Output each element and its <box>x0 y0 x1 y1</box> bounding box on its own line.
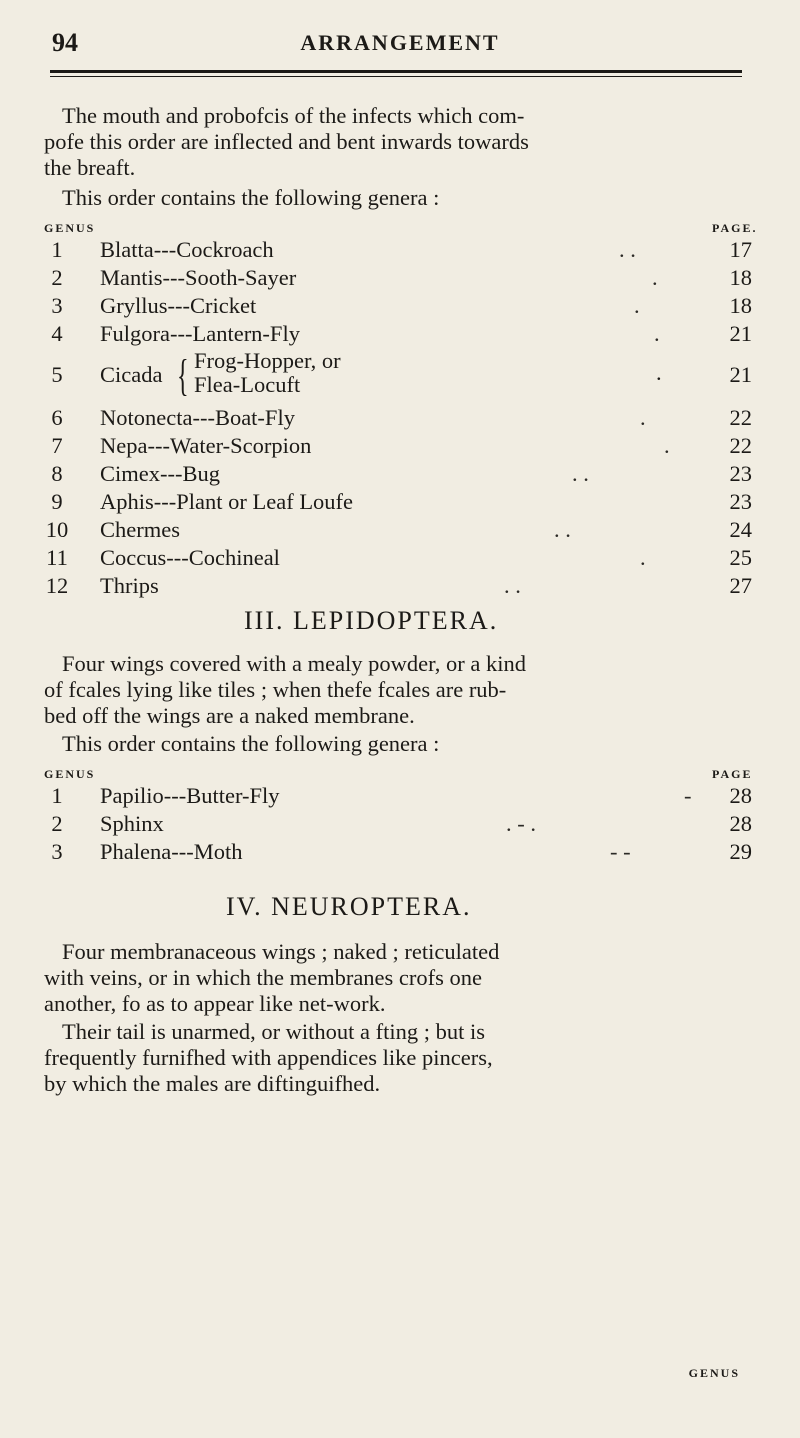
genus-name: Papilio---Butter-Fly <box>100 783 280 808</box>
neuroptera-tail-line-3: by which the males are diftinguifhed. <box>44 1071 381 1096</box>
genus-number: 1 <box>51 783 63 808</box>
leader-dots: . . <box>572 461 589 486</box>
page-ref: 18 <box>729 265 752 290</box>
genus-column-header: GENUS <box>44 221 96 235</box>
genus-number: 2 <box>51 811 63 836</box>
brace-glyph: { <box>177 351 189 400</box>
leader-dots: . . <box>619 237 636 262</box>
genus-number: 4 <box>51 321 63 346</box>
genus-name: Coccus---Cochineal <box>100 545 280 570</box>
neuroptera-tail-line-1: Their tail is unarmed, or without a fting ; but is <box>62 1019 486 1044</box>
neuroptera-tail-line-2: frequently furnifhed with appendices like pincers, <box>44 1045 493 1070</box>
section-title-lepidoptera: III. LEPIDOPTERA. <box>244 606 499 635</box>
genus-number: 3 <box>51 293 63 318</box>
lepidoptera-desc-line-3: bed off the wings are a naked membrane. <box>44 703 415 728</box>
leader-dots: - - <box>610 839 631 864</box>
running-head <box>52 28 748 60</box>
genus-column-header-2: GENUS <box>44 767 96 781</box>
genus-number: 12 <box>45 573 69 598</box>
leader-dots: . . <box>504 573 521 598</box>
genus-name: Gryllus---Cricket <box>100 293 257 318</box>
genus-name: Fulgora---Lantern-Fly <box>100 321 300 346</box>
genus-number: 6 <box>51 405 63 430</box>
genus-number: 7 <box>51 433 63 458</box>
genus-subname-1: Frog-Hopper, or <box>194 348 341 373</box>
page-ref: 22 <box>729 433 752 458</box>
genera-intro-1: This order contains the following genera : <box>62 185 440 210</box>
genus-name: Blatta---Cockroach <box>100 237 274 262</box>
head-rule-thin <box>50 76 742 77</box>
genus-name: Notonecta---Boat-Fly <box>100 405 295 430</box>
genus-name: Cicada <box>100 362 163 387</box>
page-ref: 17 <box>729 237 752 262</box>
neuroptera-desc-line-1: Four membranaceous wings ; naked ; reticulated <box>62 939 500 964</box>
genus-number: 3 <box>51 839 63 864</box>
section-title-neuroptera: IV. NEUROPTERA. <box>226 892 472 921</box>
genus-number: 10 <box>45 517 69 542</box>
running-title: ARRANGEMENT <box>300 30 500 55</box>
genus-number: 5 <box>51 362 63 387</box>
page-ref: 21 <box>729 321 752 346</box>
neuroptera-desc-line-2: with veins, or in which the membranes crofs one <box>44 965 483 990</box>
genus-number: 9 <box>51 489 63 514</box>
page-ref: 28 <box>729 811 752 836</box>
intro-line-1: The mouth and probofcis of the infects which com- <box>62 103 525 128</box>
leader-dots: . <box>654 321 660 346</box>
genus-number: 11 <box>46 545 68 570</box>
genus-name: Aphis---Plant or Leaf Loufe <box>100 489 354 514</box>
page-column-header-2: PAGE <box>712 767 753 781</box>
page-ref: 18 <box>729 293 752 318</box>
genus-name: Sphinx <box>100 811 164 836</box>
genus-name: Nepa---Water-Scorpion <box>100 433 312 458</box>
page-ref: 28 <box>729 783 752 808</box>
genus-subname-2: Flea-Locuft <box>194 372 301 397</box>
genus-number: 8 <box>51 461 63 486</box>
page-ref: 22 <box>729 405 752 430</box>
genus-name: Cimex---Bug <box>100 461 220 486</box>
genus-name: Mantis---Sooth-Sayer <box>100 265 297 290</box>
leader-dots: . <box>640 405 646 430</box>
page-ref: 27 <box>729 573 752 598</box>
leader-dots: . <box>656 360 662 385</box>
table-row-braced <box>44 348 764 404</box>
lepidoptera-desc-line-1: Four wings covered with a mealy powder, or a kind <box>62 651 526 676</box>
leader-dots: . . <box>554 517 571 542</box>
genera-intro-2: This order contains the following genera : <box>62 731 440 756</box>
leader-dots: . - . <box>506 811 536 836</box>
catchword: GENUS <box>688 1366 740 1380</box>
page-ref: 21 <box>729 362 752 387</box>
page-ref: 25 <box>729 545 752 570</box>
neuroptera-desc-line-3: another, fo as to appear like net-work. <box>44 991 386 1016</box>
genus-name: Chermes <box>100 517 180 542</box>
intro-line-2: pofe this order are inflected and bent inwards towards <box>44 129 529 154</box>
genus-number: 2 <box>51 265 63 290</box>
genus-name: Phalena---Moth <box>100 839 243 864</box>
head-rule <box>50 70 742 73</box>
leader-dots: . <box>634 293 640 318</box>
genus-number: 1 <box>51 237 63 262</box>
leader-dots: - <box>684 783 692 808</box>
leader-dots: . <box>664 433 670 458</box>
page-column-header: PAGE. <box>712 221 758 235</box>
lepidoptera-desc-line-2: of fcales lying like tiles ; when thefe fcales are rub- <box>44 677 507 702</box>
leader-dots: . <box>640 545 646 570</box>
page-ref: 23 <box>729 489 752 514</box>
page-ref: 23 <box>729 461 752 486</box>
genus-name: Thrips <box>100 573 159 598</box>
leader-dots: . <box>652 265 658 290</box>
intro-line-3: the breaft. <box>44 155 136 180</box>
page-number: 94 <box>52 28 78 57</box>
page-ref: 29 <box>729 839 752 864</box>
page-ref: 24 <box>729 517 752 542</box>
